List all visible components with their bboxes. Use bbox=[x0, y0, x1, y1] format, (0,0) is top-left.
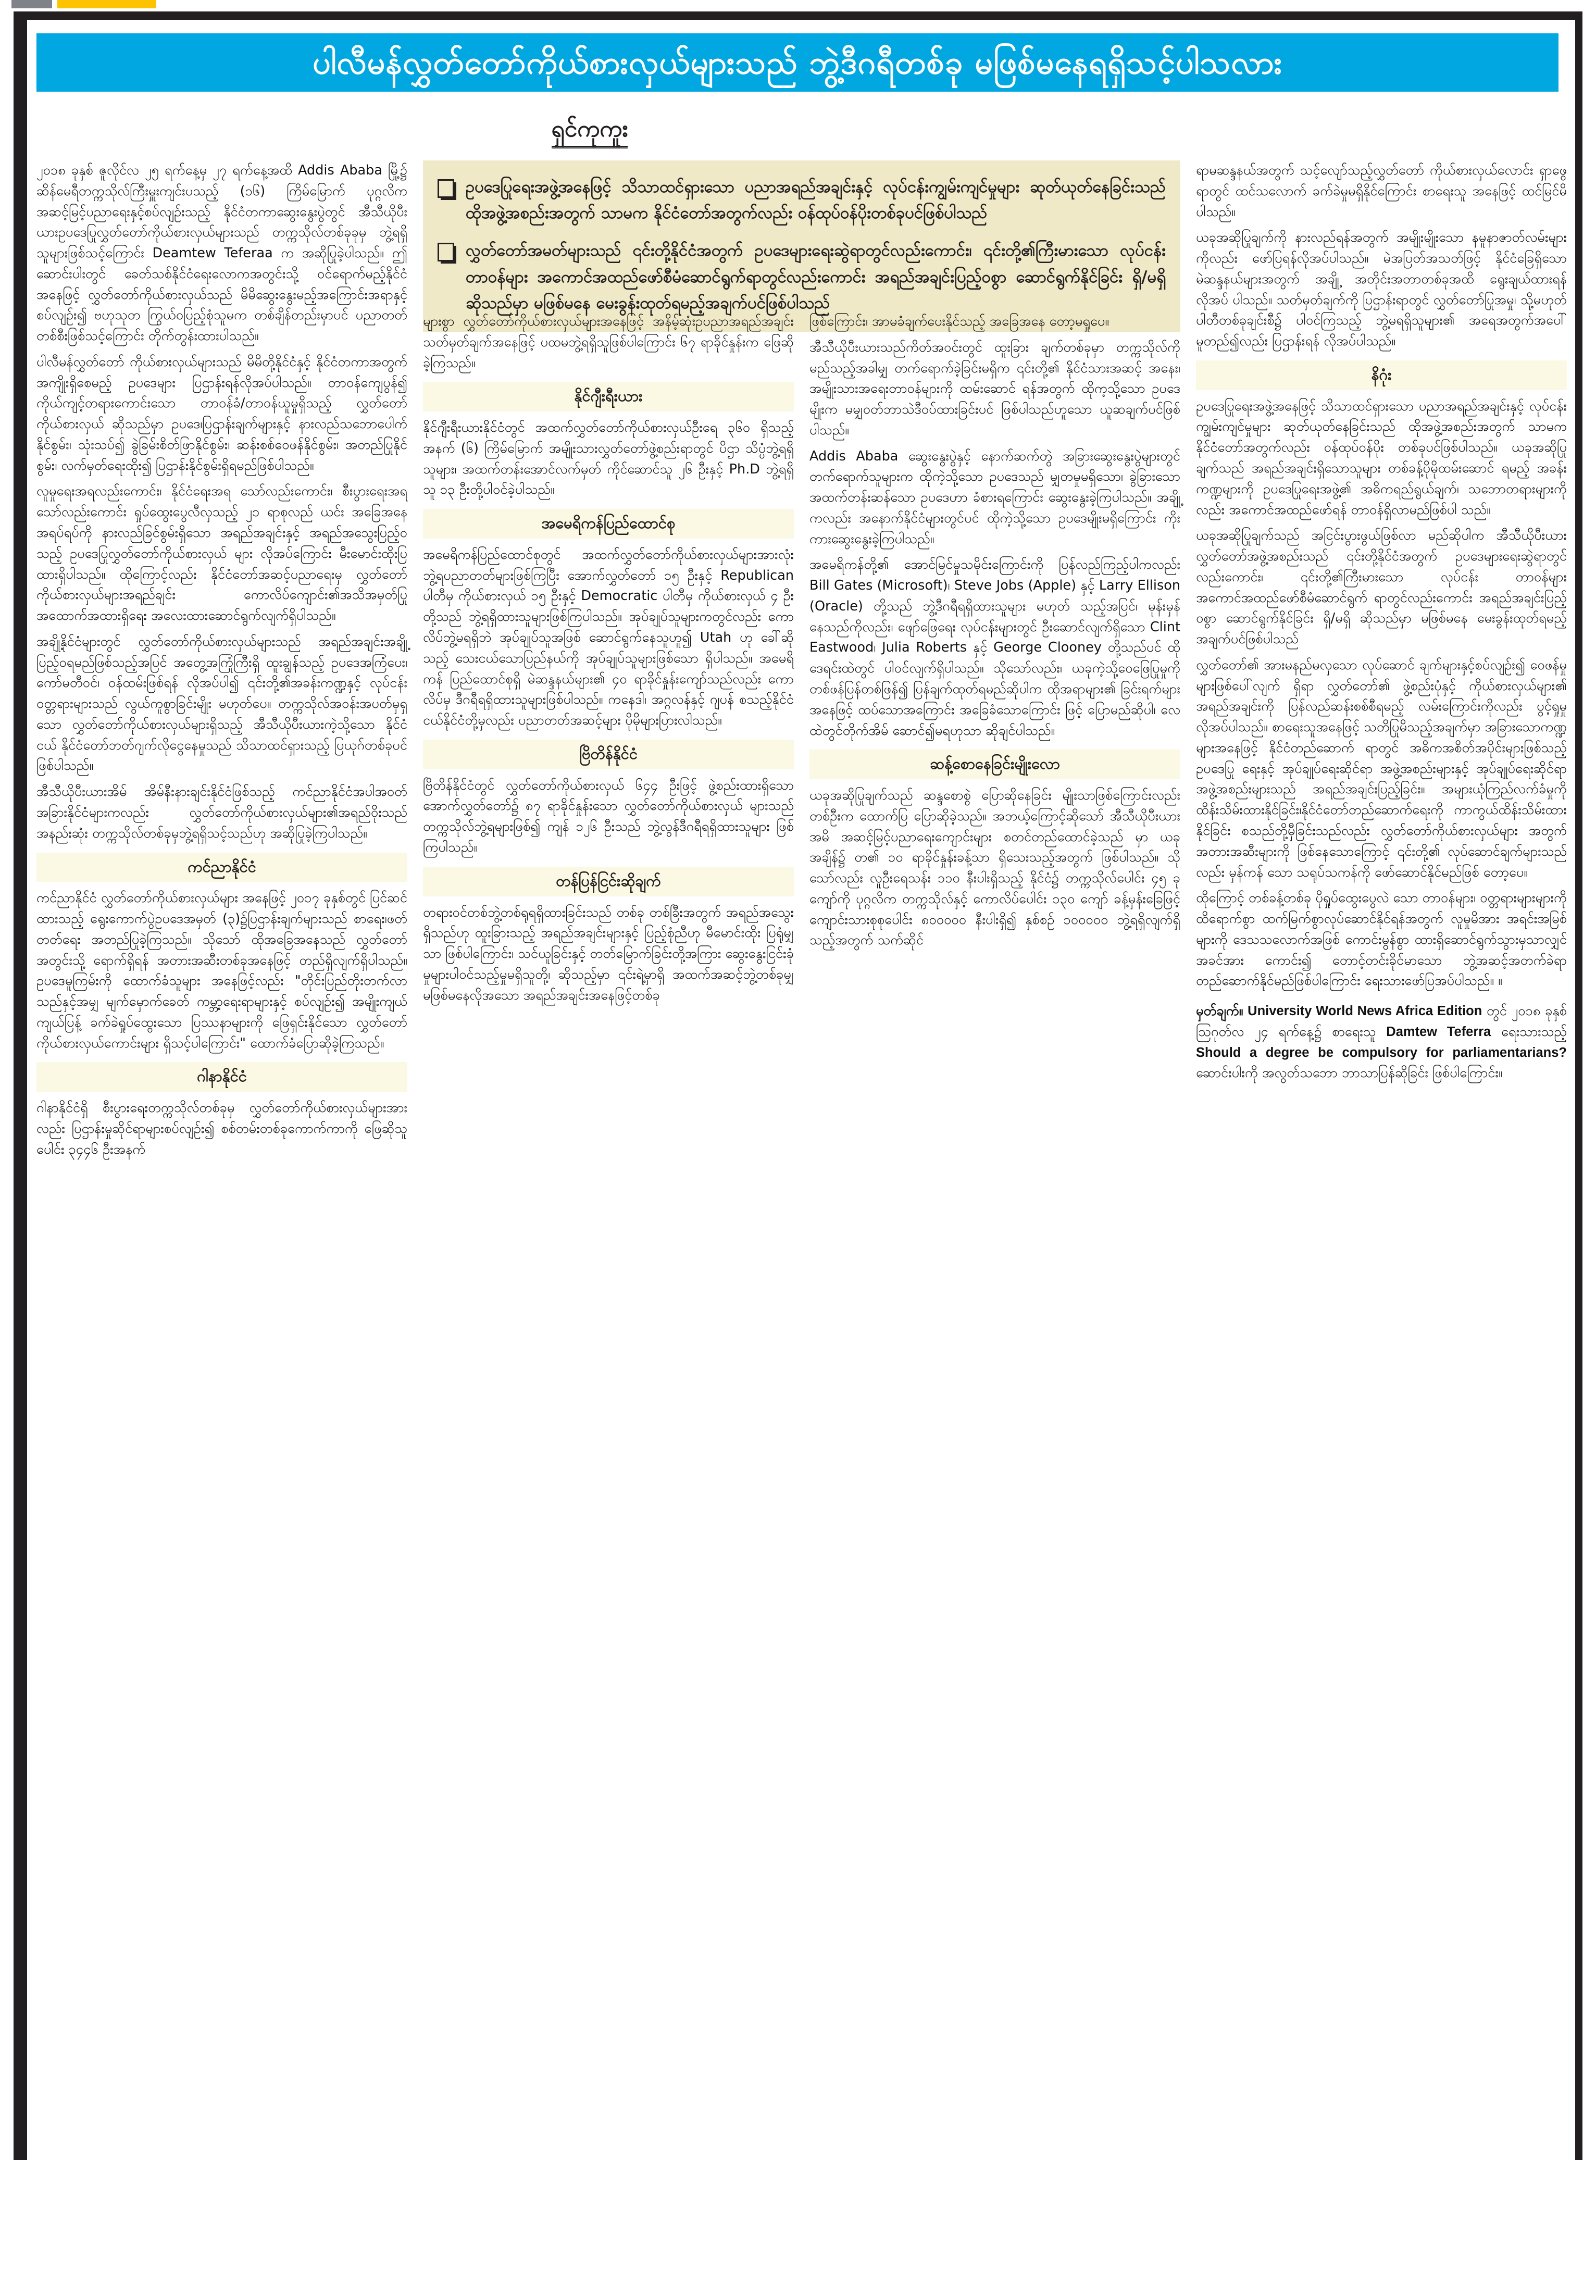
paragraph: လွှတ်တော်၏ အားမနည်မလှသော လုပ်ဆောင် ချက်များနှင့်စပ်လျဉ်း၍ ဝေဖန်မှုများဖြစ်ပေါ်လျက် ရှိရာ လွှတ်တော်၏ ဖွဲ့စည်းပုံနှင့် ကိုယ်စားလှယ်များ၏ အရည်အချင်းကို ပြန်လည်ဆန်းစစ်စီရမည့် လမ်းကြောင်းကိုလည်း ပွင့်ရှုမှုလိုအပ်ပါသည်။ စာရေးသူအနေဖြင့် သတိပြုမိသည့်အချက်မှာ အခြားသောကဏ္ဍများအနေဖြင့် နိုင်ငံတည်ဆောက် ရာတွင် အဓိကအစိတ်အပိုင်းများဖြစ်သည့် ဥပဒေပြု ရေးနှင့် အုပ်ချုပ်ရေးဆိုင်ရာ အဖွဲ့အစည်းများနှင့် အုပ်ချုပ်ရေးဆိုင်ရာ အဖွဲ့အစည်းများသည် အရည်အချင်းပြည့်ခြင်း။ အများယုံကြည်လက်ခံမှုကို ထိန်းသိမ်းထားနိုင်ခြင်း၊နိုင်ငံတော်တည်ဆောက်ရေးကို ကာကွယ်ထိန်းသိမ်းထားနိုင်ခြင်း စသည်တို့မှီခြင်းသည်လည်း လွှတ်တော်ကိုယ်စားလှယ်များ အတွက် အတားအဆီးများကို ဖြစ်နေသောကြောင့် ၎င်းတို့၏ လုပ်ဆောင်ချက်များသည်လည်း မှန်ကန် သော သရုပ်သကန်ကို ဖော်ဆောင်နိုင်မည်ဖြစ် တော့ပေ။ bbox=[1196, 657, 1567, 880]
section-header-kenya: ကင်ညာနိုင်ငံ bbox=[36, 853, 407, 882]
paragraph: အီသီယိုပီးယားသည်ကိတ်အဝင်းတွင် ထူးခြား ချက်တစ်ခုမှာ တက္ကသိုလ်ကို မည်သည့်အခါမျှ တက်ရောက်ခဲ့ခြင်းမရှိက ၎င်းတို့၏ နိုင်ငံသားအဆင့် အနေး၊ အမျိုးသားအရေးတာဝန်များကို ထမ်းဆောင် ရန်အတွက် ထိုက့သို့သော ဥပဒေမျိုးက မမျှဝတ်ဘာသဲဒီဝပ်ထားခြင်းပင် ဖြစ်ပါသည်ဟူသော ယူဆချက်ပင်ဖြစ်ပါသည်။ bbox=[809, 339, 1180, 438]
section-header-prejudgement: ဆန့်စောနေခြင်းမျိုးလော bbox=[809, 750, 1180, 779]
pull-quote-item bbox=[438, 174, 1166, 226]
paragraph: ၂၀၁၈ ခုနှစ် ဇူလိုင်လ ၂၅ ရက်နေ့မှ ၂၇ ရက်နေ့အထိ Addis Ababa မြို့၌ ဆိန်မေရီတက္ကသိုလ်ကြီးမှူးကျင်းပသည့် (၁၆) ကြိမ်မြောက် ပုဂ္ဂလိကအဆင့်မြင့်ပညာရေးနှင့်စပ်လျဉ်းသည့် နိုင်ငံတကာဆွေးနွေးပွဲတွင် အီသီယိုပီးယားဥပဒေပြုလွှတ်တော်ကိုယ်စားလှယ်များသည် တက္ကသိုလ်တစ်ခုခုမှ ဘွဲ့ရရှိသူများဖြစ်သင့်ကြောင်း Deamtew Teferaa က အဆိုပြုခဲ့ပါသည်။ ဤဆောင်းပါးတွင် ခေတ်သစ်နိုင်ငံရေးလောကအတွင်းသို့ ဝင်ရောက်မည့်နိုင်ငံအနေဖြင့် လွှတ်တော်ကိုယ်စားလှယ်သည် မိမိဆွေးနွေးမည့်အကြောင်းအရာနှင့်စပ်လျဉ်း၍ ဗဟုသုတ ကြွယ်ဝပြည့်စုံသူမက တစ်ချိန်တည်းမှာပင် ပညာတတ်တစ်စီးဖြစ်သင့်ကြောင်း တိုက်တွန်းထားပါသည်။ bbox=[36, 163, 407, 344]
footnote-tail: ဆောင်းပါးကို အလွတ်သဘော ဘာသာပြန်ဆိုခြင်း ဖြစ်ပါကြောင်း။ bbox=[1196, 1065, 1503, 1081]
page-title: ပါလီမန်လွှတ်တော်ကိုယ်စားလှယ်များသည် ဘွဲ့ဒီဂရီတစ်ခု မဖြစ်မနေရရှိသင့်ပါသလား bbox=[313, 44, 1282, 81]
paragraph: ဂါနာနိုင်ငံရှိ စီးပွားရေးတက္ကသိုလ်တစ်ခုမှ လွှတ်တော်ကိုယ်စားလှယ်များအားလည်း ပြဌာန်းမှုဆိုင်ရာများစပ်လျဉ်း၍ စစ်တမ်းတစ်ခုကောက်ကာကို ဖြေဆိုသူပေါင်း ၃၄၄၆ ဦးအနက် bbox=[36, 1100, 407, 1157]
top-strip bbox=[0, 0, 1596, 10]
paragraph: ယခုအဆိုပြုချက်ကို နားလည်ရန်အတွက် အမျိုးမျိုးသော နမူနာဇာတ်လမ်းများကိုလည်း ဖော်ပြရန်လိုအပ်ပါသည်။ မဲအပြတ်အသတ်ဖြင့် နိုင်ငံခြေရှိသော မဲဆန္ဒနယ်များအတွက် အချို့ အတိုင်းအတာတစ်ခုအထိ ရွေးချယ်ထားရန် လိုအပ် ပါသည်။ သတ်မှတ်ချက်ကို ပြဌာန်းရာတွင် လွှတ်တော်ပြုအမှု၊ သို့မဟုတ် ပါတီတစ်ခုချင်းစီ၌ ပါဝင်ကြသည့် ဘွဲ့မရရှိသူများ၏ အရေအတွက်အပေါ် မူတည်၍လည်း ပြဌာန်းရန် လိုအပ်ပါသည်။ bbox=[1196, 230, 1567, 350]
byline bbox=[392, 116, 788, 148]
paragraph: Addis Ababa ဆွေးနွေးပွဲနှင့် နောက်ဆက်တွဲ အခြားဆွေးနွေးပွဲများတွင် တက်ရောက်သူများက ထိုကဲ့သို့သော ဥပဒေသည် မျှတမှုမရှိသော၊ ခွဲခြားသော အထက်တန်းဆန်သော ဥပဒေဟာ ခံစားရကြောင်း ဆွေးနွေးခဲ့ကြပါသည်။ အချို့ကလည်း အနောက်နိုင်ငံများတွင်ပင် ထိုကဲ့သို့သော ဥပဒေမျိုးမရှိကြောင်း ကိုးကားဆွေးနွေးခဲ့ကြပါသည်။ bbox=[809, 448, 1180, 547]
paragraph: ယခုအဆိုပြုချက်သည် အငြင်းပွားဖွယ်ဖြစ်လာ မည်ဆိုပါက အီသီယိုပီးယားလွှတ်တော်အဖွဲ့အစည်းသည် ၎င်းတို့နိုင်ငံအတွက် ဥပဒေများရေးဆွဲရာတွင်လည်းကောင်း၊ ၎င်းတို့၏ကြီးမားသော လုပ်ငန်း တာဝန်များ အကောင်အထည်ဖော်စီမံဆောင်ရွက် ရာတွင်လည်းကောင်း အရည်အချင်းပြည့်ဝစွာ ဆောင်ရွက်နိုင်ခြင်း ရှိ/မရှိ ဆိုသည်မှာ မဖြစ်မနေ မေးခွန်းထုတ်ရမည့်အချက်ပင်ဖြစ်ပါသည် bbox=[1196, 528, 1567, 647]
pull-quote-box bbox=[423, 160, 1180, 332]
paragraph: ဖြစ်ကြောင်း၊ အာမခံချက်ပေးနိုင်သည့် အခြေအနေ တော့မရှုပေ။ bbox=[809, 314, 1109, 329]
paragraph: လူမှုရေးအရလည်းကောင်း၊ နိုင်ငံရေးအရ သော်လည်းကောင်း၊ စီးပွားရေးအရသော်လည်းကောင်း ရှုပ်ထွေးပွေလီလှသည့် ၂၁ ရာစုလည် ယင်း အခြေအနေအရပ်ရပ်ကို နားလည်ခြင်စွမ်းရှိသော အရည်အချင်းနှင့် အရည်အသွေးပြည့်ဝသည့် ဥပဒေပြုလွှတ်တော်ကိုယ်စားလှယ် များ လိုအပ်ကြောင်း မီးမောင်းထိုးပြထားရှိပါသည်။ ထိုကြောင့်လည်း နိုင်ငံတော်အဆင့်ပညာရေးမှ လွှတ်တော်ကိုယ်စားလှယ်များအရည်ချင်း ကောလိပ်ကျောင်း၏အသိအမှတ်ပြု အထောက်အထားရှိရေး အလေးထားဆောင်ရွက်လျက်ရှိပါသည်။ bbox=[36, 483, 407, 624]
paragraph: ရာမဆန္ဒနယ်အတွက် သင့်လျော်သည့်လွှတ်တော် ကိုယ်စားလှယ်လောင်း ရှာဖွေရာတွင် ထင်သလောက် ခက်ခဲမှုမရှိနိုင်ကြောင်း စာရေးသူ အနေဖြင့် ထင်မြင်မိပါသည်။ bbox=[1196, 163, 1567, 220]
square-bullet-icon bbox=[438, 243, 454, 261]
paragraph: ဗြိတိန်နိုင်ငံတွင် လွှတ်တော်ကိုယ်စားလှယ် ၆၄၄ ဦးဖြင့် ဖွဲ့စည်းထားရှိသော အောက်လွှတ်တော်၌ ၈၇ ရာခိုင်နှုန်းသော လွှတ်တော်ကိုယ်စားလှယ် များသည် တက္ကသိုလ်ဘွဲ့ရများဖြစ်၍ ကျန် ၁၂၆ ဦးသည် ဘွဲ့လွန်ဒီဂရီရရှိထားသူများ ဖြစ်ကြပါသည်။ bbox=[423, 777, 794, 855]
paragraph: နိုင်ဂျီးရီးယားနိုင်ငံတွင် အထက်လွှတ်တော်ကိုယ်စားလှယ်ဦးရေ ၃၆၀ ရှိသည့်အနက် (၆) ကြိမ်မြောက် အမျိုးသားလွှတ်တော်ဖွဲ့စည်းရာတွင် ပိဌာ သိပ္ပံဘွဲ့ရရှိသူများ၊ အထက်တန်းအောင်လက်မှတ် ကိုင်ဆောင်သူ ၂၆ ဦးနှင့် Ph.D ဘွဲ့ရရှိသူ ၁၃ ဦးတို့ပါဝင်ခဲ့ပါသည်။ bbox=[423, 420, 794, 498]
grey-tab-marker bbox=[11, 0, 52, 8]
paragraph: တရားဝင်တစ်ဘွဲ့တစ်ရုရရှိထားခြင်းသည် တစ်ခု တစ်ခြီးအတွက် အရည်အသွေးရှိသည်ဟု ထူးခြားသည့် အရည်အချင်းများနှင့် ပြည့်စုံညီဟု မီမောင်းထိုး ပြရုံမျှသာ ဖြစ်ပါကြောင်း၊ သင်ယူခြင်းနှင့် တတ်မြောက်ခြင်းတို့အကြား ဆွေးနွေးငြင်းခုံမှုများပါဝင်သည့်မှုမရှိသူတို့၊ ဆိုသည့်မှာ ၎င်းရဲ့မှာရှိ အထက်အဆင့်ဘွဲ့တစ်ခုမျှ မဖြစ်မနေလိုအသော အရည်အချင်းအနေဖြင့်တစ်ခု bbox=[423, 904, 794, 1003]
paragraph: အမေရိကန်ပြည်ထောင်စုတွင် အထက်လွှတ်တော်ကိုယ်စားလှယ်များအားလုံး ဘွဲ့ရပညာတတ်များဖြစ်ကြပြီး အောက်လွှတ်တော် ၁၅ ဦးနှင့် Republican ပါတီမှ ကိုယ်စားလှယ် ၁၅ ဦးနှင့် Democratic ပါတီမှ ကိုယ်စားလှယ် ၄ ဦးတို့သည် ဘွဲ့ရရှိထားသူများဖြစ်ကြပါသည်။ အုပ်ချုပ်သူများကတွင်လည်း ကောလိပ်ဘွဲ့မရရှိဘဲ အုပ်ချုပ်သူအဖြစ် ဆောင်ရွက်နေသူဟူ၍ Utah ဟု ခေါ်ဆိုသည့် သေးငယ်သောပြည်နယ်ကို အုပ်ချုပ်သူများဖြစ်သော ရှိပါသည်။ အမေရိကန် ပြည်ထောင်စုရှိ မဲဆန္ဒနယ်များ၏ ၄၀ ရာခိုင်နှုန်းကျော်သည်လည်း ကောလိပ်မှ ဒီဂရီရရှိထားသူများဖြစ်ပါသည်။ ကနေဒါ၊ အဂ္ဂလန်နှင့် ဂျပန် စသည့်နိုင်ငံငယ်နိုင်ငံတို့မှလည်း ပညာတတ်အဆင့်များ ပိုမိုများပြားလါသည်။ bbox=[423, 546, 794, 729]
paragraph: အီသီယိုပီးယားအိမ် အိမ်နီးနားချင်းနိုင်ငံဖြစ်သည့် ကင်ညာနိုင်ငံအပါအဝတ် အခြားနိုင်ငံများကလည်း လွှတ်တော်ကိုယ်စားလှယ်များ၏အရည်ဝိုးသည် အနည်းဆုံး တက္ကသိုလ်တစ်ခုမှဘွဲ့ရရှိသင့်သည်ဟု အဆိုပြုခဲ့ကြပါသည်။ bbox=[36, 784, 407, 841]
section-header-counter-argument: တန်ပြန်ငြင်းဆိုချက် bbox=[423, 867, 794, 896]
footnote-publication: University World News Africa Edition bbox=[1248, 1004, 1482, 1019]
paragraph: ထိုကြောင့် တစ်ခန့်တစ်ခု ပိုရှုပ်ထွေးပွေလဲ သော တာဝန်များ၊ ဝတ္တရားများများကို ထိရောက်စွာ ထက်မြက်စွာလုပ်ဆောင်နိုင်ရန်အတွက် လူမှုမိအား အရင်းအမြစ်များကို ဒေသသလောက်အဖြစ် ကောင်းမွန်စွာ ထားရှိဆောင်ရွက်သွားမှသာလျှင် အခင်အား ကောင်း၍ တောင့်တင်းခိုင်မာသော ဘွဲ့အဆင့်အတက်ခဲရာ တည်ဆောက်နိုင်မည်ဖြစ်ပါကြောင်း ရေးသားဖော်ပြအပ်ပါသည်။ ။ bbox=[1196, 890, 1567, 989]
footnote-english-title: Should a degree be compulsory for parliamentarians? bbox=[1196, 1045, 1567, 1060]
pull-quote-item bbox=[438, 238, 1166, 316]
article-column-4 bbox=[1196, 160, 1567, 2145]
paragraph: ဥပဒေပြုရေးအဖွဲ့အနေဖြင့် သိသာထင်ရှားသော ပညာအရည်အချင်းနှင့် လုပ်ငန်းကျွမ်းကျင်မှုများ ဆုတ်ယုတ်နေခြင်းသည် ထိုအဖွဲ့အစည်းအတွက် သာမက နိုင်ငံတော်အတွက်လည်း ဝန်ထုပ်ဝန်ပိုး တစ်ခုပင်ဖြစ်ပါသည်။ ယခုအဆိုပြုချက်သည် အရည်အချင်းရှိသောသူများ တစ်ခန့်ပိုမိုထမ်းဆောင် ရမည့် အခန်းကဏ္ဍများကို ဥပဒေပြုရေးအဖွဲ့၏ အဓိကရည်ရွယ်ချက်၊ သဘောတရားများကိုလည်း အကောင်အထည်ဖော်ရန် တာဝန်ရှိလာမည်ဖြစ်ပါ သည်။ bbox=[1196, 398, 1567, 518]
source-footnote bbox=[1196, 1001, 1567, 1084]
article-column-2 bbox=[423, 311, 794, 2296]
footnote-author-label: စာရေးသူ bbox=[1332, 1024, 1376, 1040]
paragraph: ကင်ညာနိုင်ငံ လွှတ်တော်ကိုယ်စားလှယ်များ အနေဖြင့် ၂၀၁၇ ခုနှစ်တွင် ပြင်ဆင်ထားသည့် ရွေးကောက်ပွဲဥပဒေအမှတ် (၃)၌ပြဌာန်းချက်များသည် စာရေး၊ဖတ်တတ်ရေး အတည်ပြုခဲ့ကြသည်။ သိုသော် ထိုအခြေအနေသည် လွှတ်တော်အတွင်းသို့ ရောက်ရှိရန် အတားအဆီးတစ်ခုအနေဖြင့် တည်ရှိလျက်ရှိပါသည်။ ဥပဒေမူကြမ်းကို ထောက်ခံသူများ အနေဖြင့်လည်း "တိုင်းပြည်တိုးတက်လာသည်နှင့်အမျှ မျက်မှောက်ခေတ် ကမ္ဘာ့ရေးရာများနှင့် စပ်လျဉ်း၍ အမျိုးကျယ်ကျယ်ပြန့် ခက်ခဲရှုပ်ထွေးသော ပြဿနာများကို ဖြေရှင်းနိုင်သော လွှတ်တော်ကိုယ်စားလှယ်ကောင်းများ ရှိသင့်ပါကြောင်း" ထောက်ခံပြောဆိုခဲ့ကြသည်။ bbox=[36, 890, 407, 1051]
paragraph: ပါလီမန်လွှတ်တော် ကိုယ်စားလှယ်များသည် မိမိတို့နိုင်ငံနှင့် နိုင်ငံတကာအတွက် အကျိုးရှိစေမည့် ဥပဒေများ ပြဌာန်းရန်လိုအပ်ပါသည်။ တာဝန်ကျေပွန်၍ ကိုယ်ကျင့်တရားကောင်းသော တာဝန်ခံ/တာဝန်ယူမှုရှိသည့် လွှတ်တော်ကိုယ်စားလှယ် ဆိုသည်မှာ ဥပဒေ၊ပြဌာန်းချက်များနှင့် နားလည်သဘောပေါက်နိုင်စွမ်း၊ သုံးသပ်၍ ခွဲခြမ်းစိတ်ဖြာနိုင်စွမ်း၊ ဆန်းစစ်ဝေဖန်နိုင်စွမ်း၊ အတည်ပြုနိုင်စွမ်း၊ လက်မှတ်ရေးထိုး၍ ပြဌာန်းနိုင်စွမ်းရှိရမည်ဖြစ်ပါသည်။ bbox=[36, 354, 407, 473]
headline-banner bbox=[36, 33, 1558, 92]
pull-quote-text: လွှတ်တော်အမတ်များသည် ၎င်းတို့နိုင်ငံအတွက် ဥပဒေများရေးဆွဲရာတွင်လည်းကောင်း၊ ၎င်းတို့၏ကြီးမားသော လုပ်ငန်းတာဝန်များ အကောင်အထည်ဖော်စီမံဆောင်ရွက်ရာတွင်လည်းကောင်း အရည်အချင်းပြည့်ဝစွာ ဆောင်ရွက်နိုင်ခြင်း ရှိ/မရှိ ဆိုသည်မှာ မဖြစ်မနေ မေးခွန်းထုတ်ရမည့်အချက်ပင်ဖြစ်ပါသည် bbox=[466, 241, 1166, 313]
paragraph: အချို့နိုင်ငံများတွင် လွှတ်တော်ကိုယ်စားလှယ်များသည် အရည်အချင်းအချို့ ပြည့်ဝရမည်ဖြစ်သည့်အပြင် အတွေ့အကြုံကြီးရှိ ထူးချွန်သည့် ဥပဒေအကြံပေး၊ ကော်မတီဝင်၊ ဝန်ထမ်းဖြစ်ရန် လိုအပ်ပါ၍ ၎င်းတို့၏အခန်းကဏ္ဍနှင့် လုပ်ငန်းဝတ္တရားများသည် လွယ်ကူစွာခြင်းမျိုး မဟုတ်ပေ။ တက္ကသိုလ်အဝန်းအပတ်မှရှသော လွှတ်တော်ကိုယ်စားလှယ်များရှိသည့် အီသီယိုပီးယားကဲ့သို့သော နိုင်ငံငယ် နိုင်ငံတော်ဘတ်ဂျက်လိုငွေနေမှုသည် သိသာထင်ရှားသည့် ပြယုဂ်တစ်ခုပင်ဖြစ်ပါသည်။ bbox=[36, 633, 407, 774]
section-header-ghana: ဂါနာနိုင်ငံ bbox=[36, 1062, 407, 1092]
section-header-conclusion: နိဂုံး bbox=[1196, 360, 1567, 390]
newspaper-page bbox=[14, 11, 1582, 2160]
paragraph: ယခုအဆိုပြုချက်သည် ဆန္ဒစောစွဲ ပြောဆိုနေခြင်း မျိုးသာဖြစ်ကြောင်းလည်းတစ်ဦးက ထောက်ပြ ပြောဆိုခဲ့သည်။ အဘယ့်ကြောင့်ဆိုသော် အီသီယိုပီးယားအမိ အဆင့်မြင့်ပညာရေးကျောင်းများ စတင်တည်ထောင်ခဲ့သည် မှာ ယခုအချိန်၌ တ၏ ၁၀ ရာခိုင်နှုန်းခန့်သာ ရှိသေးသည့်အတွက် ဖြစ်ပါသည်။ သိုသော်လည်း လူဦးရေသန်း ၁၁၀ နီးပါးရှိသည့် နိုင်ငံ၌ တက္ကသိုလ်ပေါင်း ၄၅ ခုကျော်ကို ပုဂ္ဂလိက တက္ကသိုလ်နှင့် ကောလိပ်ပေါင်း ၁၃၀ ကျော် ခန့်မှန်းခြေဖြင့် ကျောင်းသားစုစုပေါင်း ၈၀၀၀၀၀ နီးပါးရှိ၍ နှစ်စဉ် ၁၀၀၀၀၀ ဘွဲ့ရရှိလျက်ရှိသည့်အတွက် သက်ဆိုင် bbox=[809, 788, 1180, 949]
section-header-united-states: အမေရိကန်ပြည်ထောင်စု bbox=[423, 509, 794, 539]
pull-quote-text: ဥပဒေပြုရေးအဖွဲ့အနေဖြင့် သိသာထင်ရှားသော ပညာအရည်အချင်းနှင့် လုပ်ငန်းကျွမ်းကျင်မှုများ ဆုတ်ယုတ်နေခြင်းသည် ထိုအဖွဲ့အစည်းအတွက် သာမက နိုင်ငံတော်အတွက်လည်း ဝန်ထုပ်ဝန်ပိုးတစ်ခုပင်ဖြစ်ပါသည် bbox=[466, 178, 1166, 223]
footnote-wrote-label: ရေးသားသည့် bbox=[1501, 1024, 1567, 1040]
yellow-tab-marker bbox=[57, 0, 156, 8]
author-name: ရှင်ကုကူး bbox=[552, 116, 628, 148]
footnote-author-name: Damtew Teferra bbox=[1386, 1024, 1491, 1039]
footnote-date: တွင် ၂၀၁၈ ခုနှစ် ဩဂုတ်လ ၂၄ ရက်နေ့၌ bbox=[1196, 1003, 1567, 1040]
paragraph: အမေရိကန်တို့၏ အောင်မြင်မှုသမိုင်းကြောင်းကို ပြန်လည်ကြည့်ပါကလည်း Bill Gates (Microsoft)၊ Steve Jobs (Apple) နှင့် Larry Ellison (Oracle) တို့သည် ဘွဲ့ဒီဂရီရရှိထားသူများ မဟုတ် သည့်အပြင်၊ မုန်းမှန်နေသည်ကိုလည်း၊ ဖျော်ဖြေရေး လုပ်ငန်းများတွင် ဦးဆောင်လျက်ရှိသော Clint Eastwood၊ Julia Roberts နှင့် George Clooney တို့သည်ပင် ထိုဒေရင်းထဲတွင် ပါဝင်လျက်ရှိပါသည်။ သိုသော်လည်း၊ ယခုကဲ့သို့ဝေဖြေပြုမှုကို တစ်ဖန်ပြန်တစ်ဖြန်၍ ပြန်ချက်ထုတ်ရမည်ဆိုပါက ထိုအရာများ၏ ခြင်းရက်များ အနေဖြင့် ထပ်သောအကြောင်း အခြေခံသောကြောင်း ဖြင့် ပြောမည်ဆိုပါ၊ လေထဲတွင်တိုက်အိမ် ဆောင်၍မရဟုသာ ဆိုချင်ပါသည်။ bbox=[809, 557, 1180, 739]
section-header-britain: ဗြိတိန်နိုင်ငံ bbox=[423, 740, 794, 769]
section-header-nigeria: နိုင်ဂျီးရီးယား bbox=[423, 382, 794, 411]
footnote-label: မှတ်ချက်။ bbox=[1196, 1004, 1243, 1019]
article-column-1 bbox=[36, 160, 407, 2145]
paragraph: များစွာ လွှတ်တော်ကိုယ်စားလှယ်များအနေဖြင့် အနိမ့်ဆုံးဥပညာအရည်အချင်း သတ်မှတ်ချက်အနေဖြင့် ပထမဘွဲ့ရရှိသူဖြစ်ပါကြောင်း ၆၇ ရာခိုင်နှုန်းက ဖြေဆိုခဲ့ကြသည်။ bbox=[423, 314, 794, 371]
square-bullet-icon bbox=[438, 179, 454, 198]
article-column-3 bbox=[809, 311, 1180, 2296]
